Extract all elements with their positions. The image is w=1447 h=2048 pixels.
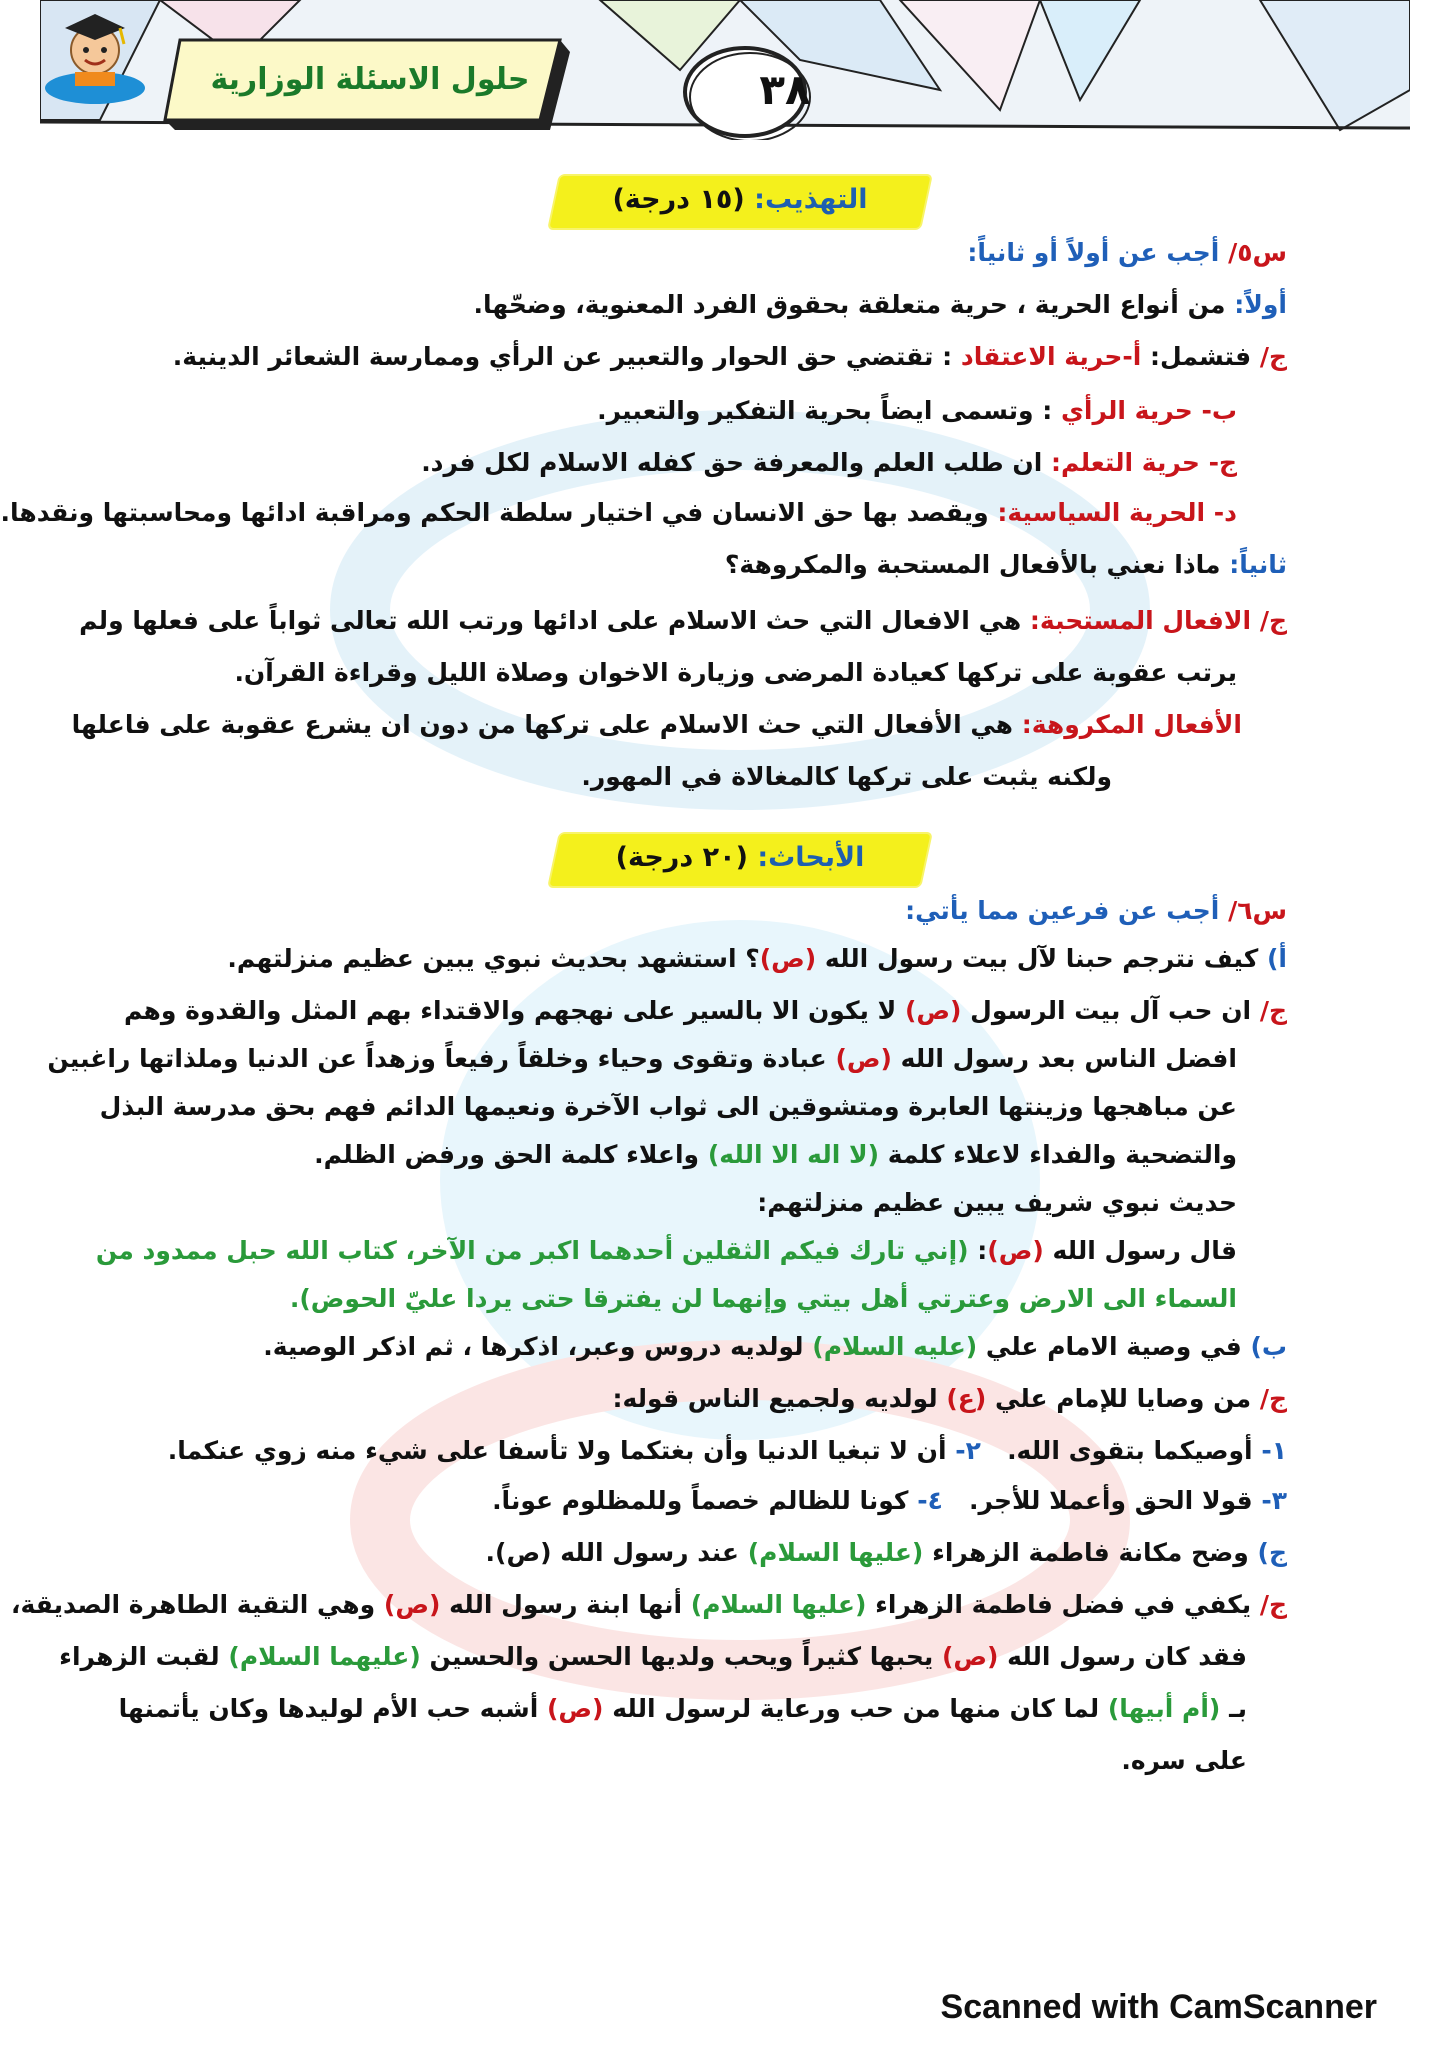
recommended-label: الافعال المستحبة: xyxy=(1029,606,1252,635)
banner-marks: (١٥ درجة) xyxy=(612,184,745,215)
first-text: من أنواع الحرية ، حرية متعلقة بحقوق الفرد المعنوية، وضحّها. xyxy=(473,290,1226,319)
saw-mark: (ص) xyxy=(383,1590,441,1619)
section-banner-tahdheeb xyxy=(555,176,925,228)
will-number: ٢- xyxy=(955,1436,981,1465)
question-5 xyxy=(967,236,1287,270)
saw-mark: (ص) xyxy=(835,1044,892,1073)
question-6 xyxy=(905,894,1287,928)
first-label: أولاً: xyxy=(1234,290,1287,319)
hadith-line1: قال رسول الله (ص): (إني تارك فيكم الثقلين أحدهما اكبر من الآخر، كتاب الله حبل ممدود من xyxy=(95,1236,1237,1265)
sub-question-label: ب) xyxy=(1250,1332,1287,1361)
answer-6a-line1 xyxy=(124,994,1287,1028)
question-text: أجب عن أولاً أو ثانياً: xyxy=(967,238,1220,267)
question-number: س٦/ xyxy=(1228,896,1287,925)
recommended-acts-line2: يرتب عقوبة على تركها كعيادة المرضى وزيارة الاخوان وصلاة الليل وقراءة القرآن. xyxy=(234,658,1237,687)
freedom-learning-label: ج- حرية التعلم: xyxy=(1051,448,1237,477)
sub-question-text: وضح مكانة فاطمة الزهراء xyxy=(932,1538,1249,1567)
question-number: س٥/ xyxy=(1228,238,1287,267)
scanner-watermark: Scanned with CamScanner xyxy=(940,1988,1377,2026)
answer-text: لا يكون الا بالسير على نهجهم والاقتداء بهم المثل والقدوة وهم xyxy=(123,996,897,1025)
answer-6c-line2 xyxy=(59,1640,1247,1674)
header-title: حلول الاسئلة الوزارية xyxy=(210,62,530,97)
section-banner-research xyxy=(555,834,925,886)
answer-6a-line2 xyxy=(47,1042,1237,1076)
answer-prefix: ج/ xyxy=(1259,996,1287,1025)
answer-text: عبادة وتقوى وحياء وخلقاً رفيعاً وزهداً عن الدنيا وملذاتها راغبين xyxy=(47,1044,827,1073)
answer-6b-intro xyxy=(612,1382,1287,1416)
answer-freedom-a xyxy=(173,340,1287,374)
banner-label: الأبحاث: xyxy=(757,842,865,873)
answer-text: افضل الناس بعد رسول الله xyxy=(900,1044,1237,1073)
freedom-political-label: د- الحرية السياسية: xyxy=(997,498,1237,527)
freedom-belief-label: أ-حرية الاعتقاد xyxy=(960,342,1142,371)
answer-text: لما كان منها من حب ورعاية لرسول الله xyxy=(612,1694,1100,1723)
sub-question-label: أ) xyxy=(1267,944,1287,973)
shahada-text: (لا اله الا الله) xyxy=(707,1140,880,1169)
alayhi-salam: (عليه السلام) xyxy=(812,1332,978,1361)
page-number: ٣٨ xyxy=(759,65,811,114)
answer-prefix: ج/ xyxy=(1259,606,1287,635)
saw-mark: (ص) xyxy=(904,996,962,1025)
disliked-text: هي الأفعال التي حث الاسلام على تركها من دون ان يشرع عقوبة على فاعلها xyxy=(71,710,1013,739)
answer-text: يحبها كثيراً ويحب ولديها الحسن والحسين xyxy=(429,1642,934,1671)
answer-6c-line1 xyxy=(11,1588,1287,1622)
answer-text: من وصايا للإمام علي xyxy=(995,1384,1252,1413)
saw-mark: (ص) xyxy=(987,1236,1044,1265)
will-text: أوصيكما بتقوى الله. xyxy=(1007,1436,1253,1465)
freedom-opinion-label: ب- حرية الرأي xyxy=(1060,396,1237,425)
umm-abiha: (أم أبيها) xyxy=(1107,1694,1221,1723)
will-line1 xyxy=(168,1434,1287,1468)
question-6a xyxy=(227,942,1287,976)
hadith-line2: السماء الى الارض وعترتي أهل بيتي وإنهما لن يفترقا حتى يردا عليّ الحوض). xyxy=(289,1284,1237,1313)
sub-question-text: لولديه دروس وعبر، اذكرها ، ثم اذكر الوصية. xyxy=(263,1332,804,1361)
freedom-opinion-text: : وتسمى ايضاً بحرية التفكير والتعبير. xyxy=(597,396,1053,425)
recommended-acts-line1 xyxy=(79,604,1287,638)
question-6c xyxy=(486,1536,1287,1570)
answer-text: ان حب آل بيت الرسول xyxy=(970,996,1252,1025)
sub-question-text: كيف نترجم حبنا لآل بيت رسول الله xyxy=(824,944,1259,973)
answer-text: أشبه حب الأم لوليدها وكان يأتمنها xyxy=(118,1694,539,1723)
answer-freedom-d xyxy=(0,496,1237,530)
page-header xyxy=(40,0,1410,140)
banner-marks: (٢٠ درجة) xyxy=(615,842,748,873)
disliked-acts-line1 xyxy=(72,708,1242,742)
second-label: ثانياً: xyxy=(1229,550,1287,579)
alayha-salam: (عليها السلام) xyxy=(690,1590,867,1619)
hadith-speaker: قال رسول الله xyxy=(1052,1236,1237,1265)
disliked-acts-line2: ولكنه يثبت على تركها كالمغالاة في المهور. xyxy=(581,762,1112,791)
hadith-text: (إني تارك فيكم الثقلين أحدهما اكبر من الآخر، كتاب الله حبل ممدود من xyxy=(95,1236,969,1265)
answer-text: واعلاء كلمة الحق ورفض الظلم. xyxy=(314,1140,700,1169)
sub-question-text: عند رسول الله (ص). xyxy=(485,1538,739,1567)
saw-mark: (ص) xyxy=(547,1694,604,1723)
question-text: أجب عن فرعين مما يأتي: xyxy=(905,896,1220,925)
recommended-text: هي الافعال التي حث الاسلام على ادائها ورتب الله تعالى ثواباً على فعلها ولم xyxy=(79,606,1022,635)
mascot-logo xyxy=(40,0,150,110)
freedom-belief-text: : تقتضي حق الحوار والتعبير عن الرأي وممارسة الشعائر الدينية. xyxy=(172,342,953,371)
answer-prefix: ج/ xyxy=(1259,1384,1287,1413)
sub-question-text: في وصية الامام علي xyxy=(985,1332,1242,1361)
question-6b xyxy=(263,1330,1287,1364)
will-line2 xyxy=(492,1484,1287,1518)
answer-intro: فتشمل: xyxy=(1150,342,1252,371)
will-number: ٤- xyxy=(917,1486,943,1515)
second-text: ماذا نعني بالأفعال المستحبة والمكروهة؟ xyxy=(724,550,1221,579)
disliked-label: الأفعال المكروهة: xyxy=(1021,710,1242,739)
answer-text: لقبت الزهراء xyxy=(59,1642,220,1671)
will-text: أن لا تبغيا الدنيا وأن بغتكما ولا تأسفا على شيء منه زوي عنكما. xyxy=(167,1436,947,1465)
saw-mark: (ص) xyxy=(941,1642,999,1671)
alayhima-salam: (عليهما السلام) xyxy=(228,1642,421,1671)
answer-prefix: ج/ xyxy=(1259,1590,1287,1619)
will-text: قولا الحق وأعملا للأجر. xyxy=(968,1486,1253,1515)
sub-question-text: ؟ استشهد بحديث نبوي يبين عظيم منزلتهم. xyxy=(227,944,760,973)
will-number: ٣- xyxy=(1261,1486,1287,1515)
ain-mark: (ع) xyxy=(946,1384,987,1413)
answer-6a-line4 xyxy=(314,1138,1237,1172)
answer-6c-line3 xyxy=(119,1692,1247,1726)
answer-6a-line3: عن مباهجها وزينتها العابرة ومتشوقين الى ثواب الآخرة ونعيمها الدائم فهم بحق مدرسة البذل xyxy=(99,1092,1237,1121)
alayha-salam: (عليها السلام) xyxy=(747,1538,924,1567)
answer-freedom-b xyxy=(597,394,1237,428)
freedom-political-text: ويقصد بها حق الانسان في اختيار سلطة الحكم ومراقبة ادائها ومحاسبتها ونقدها. xyxy=(0,498,989,527)
second-part-question xyxy=(725,548,1287,582)
first-part-question xyxy=(474,288,1288,322)
will-number: ١- xyxy=(1261,1436,1287,1465)
freedom-learning-text: ان طلب العلم والمعرفة حق كفله الاسلام لكل فرد. xyxy=(421,448,1043,477)
answer-text: لولديه ولجميع الناس قوله: xyxy=(612,1384,938,1413)
sub-question-label: ج) xyxy=(1257,1538,1287,1567)
will-text: كونا للظالم خصماً وللمظلوم عوناً. xyxy=(492,1486,909,1515)
answer-6c-line4: على سره. xyxy=(1121,1746,1247,1775)
answer-freedom-c xyxy=(421,446,1237,480)
banner-label: التهذيب: xyxy=(754,184,868,215)
answer-prefix: ج/ xyxy=(1259,342,1287,371)
answer-text: بـ xyxy=(1229,1694,1247,1723)
answer-text: والتضحية والفداء لاعلاء كلمة xyxy=(887,1140,1237,1169)
saw-mark: (ص) xyxy=(759,944,817,973)
answer-text: فقد كان رسول الله xyxy=(1007,1642,1247,1671)
answer-text: وهي التقية الطاهرة الصديقة، xyxy=(10,1590,376,1619)
answer-text: يكفي في فضل فاطمة الزهراء xyxy=(875,1590,1252,1619)
hadith-intro: حديث نبوي شريف يبين عظيم منزلتهم: xyxy=(757,1188,1237,1217)
answer-text: أنها ابنة رسول الله xyxy=(449,1590,683,1619)
